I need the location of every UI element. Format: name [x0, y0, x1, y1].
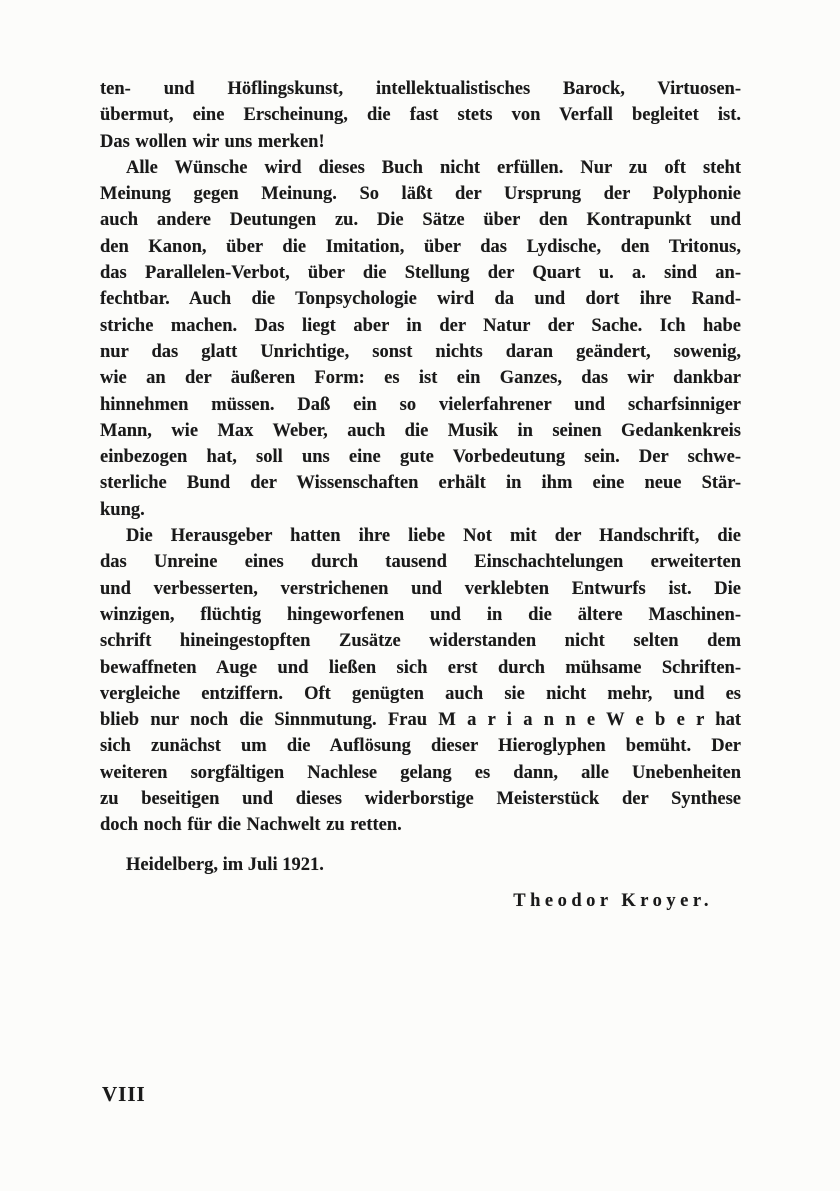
text-line: vergleiche entziffern. Oft genügten auch sie nicht mehr, und es	[100, 683, 741, 704]
text-line: einbezogen hat, soll uns eine gute Vorbedeutung sein. Der schwe-	[100, 447, 741, 468]
text-line: Alle Wünsche wird dieses Buch nicht erfüllen. Nur zu oft steht	[126, 157, 741, 178]
text-line: kung.	[100, 499, 145, 520]
text-line: wie an der äußeren Form: es ist ein Ganzes, das wir dankbar	[100, 368, 741, 389]
text-line: und verbesserten, verstrichenen und verklebten Entwurfs ist. Die	[100, 578, 741, 599]
text-line: Die Herausgeber hatten ihre liebe Not mit der Handschrift, die	[126, 526, 741, 547]
text-line: übermut, eine Erscheinung, die fast stets von Verfall begleitet ist.	[100, 105, 741, 126]
text-line: fechtbar. Auch die Tonpsychologie wird da und dort ihre Rand-	[100, 289, 741, 310]
paragraph	[100, 76, 741, 155]
text-line: schrift hineingestopften Zusätze widerstanden nicht selten dem	[100, 631, 741, 652]
text-line: Meinung gegen Meinung. So läßt der Ursprung der Polyphonie	[100, 184, 741, 205]
text-line: hinnehmen müssen. Daß ein so vielerfahrener und scharfsinniger	[100, 394, 741, 415]
paragraph	[100, 523, 741, 839]
text-line: bewaffneten Auge und ließen sich erst durch mühsame Schriften-	[100, 657, 741, 678]
text-line: Mann, wie Max Weber, auch die Musik in seinen Gedankenkreis	[100, 420, 741, 441]
text-line: winzigen, flüchtig hingeworfenen und in die ältere Maschinen-	[100, 604, 741, 625]
signature: Theodor Kroyer.	[513, 890, 713, 911]
text-block	[100, 76, 741, 914]
text-line: das Unreine eines durch tausend Einschachtelungen erweiterten	[100, 552, 741, 573]
dateline: Heidelberg, im Juli 1921.	[126, 854, 324, 875]
text-line: zu beseitigen und dieses widerborstige Meisterstück der Synthese	[100, 789, 741, 810]
text-line: den Kanon, über die Imitation, über das Lydische, den Tritonus,	[100, 236, 741, 257]
text-line: Das wollen wir uns merken!	[100, 131, 325, 152]
paragraph	[100, 155, 741, 523]
text-line: sich zunächst um die Auflösung dieser Hieroglyphen bemüht. Der	[100, 736, 741, 757]
text-line: doch noch für die Nachwelt zu retten.	[100, 815, 402, 836]
text-line: nur das glatt Unrichtige, sonst nichts daran geändert, sowenig,	[100, 341, 741, 362]
text-line: auch andere Deutungen zu. Die Sätze über den Kontrapunkt und	[100, 210, 741, 231]
text-line: weiteren sorgfältigen Nachlese gelang es dann, alle Unebenheiten	[100, 762, 741, 783]
text-line: blieb nur noch die Sinnmutung. Frau M a r i a n n e W e b e r hat	[100, 710, 741, 731]
text-line: ten- und Höflingskunst, intellektualistisches Barock, Virtuosen-	[100, 79, 741, 99]
page-number: VIII	[102, 1082, 146, 1106]
text-line: sterliche Bund der Wissenschaften erhält in ihm eine neue Stär-	[100, 473, 741, 494]
text-line: striche machen. Das liegt aber in der Natur der Sache. Ich habe	[100, 315, 741, 336]
signature-row	[100, 888, 741, 914]
text-line: das Parallelen-Verbot, über die Stellung der Quart u. a. sind an-	[100, 263, 741, 284]
